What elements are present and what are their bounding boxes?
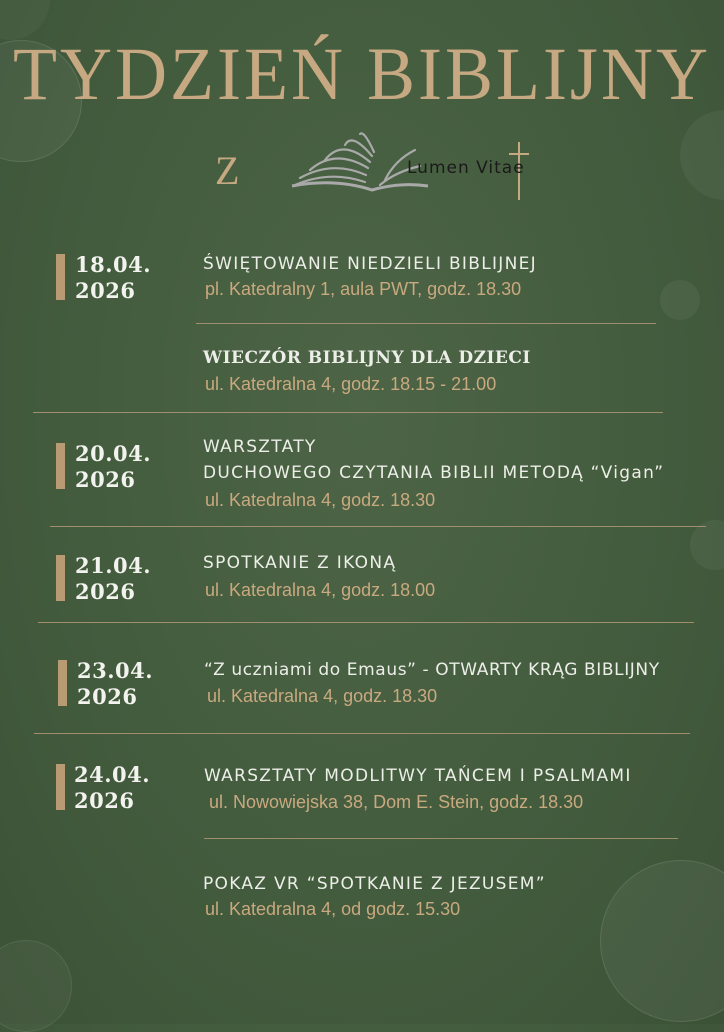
bokeh-decoration (680, 110, 724, 200)
logo-text: Lumen Vitae (407, 158, 525, 178)
separator (33, 412, 663, 413)
event-title-line2: DUCHOWEGO CZYTANIA BIBLII METODĄ “Vigan” (203, 463, 665, 483)
event-title: “Z uczniami do Emaus” - OTWARTY KRĄG BIBLIJNY (204, 660, 660, 680)
event-date: 18.04. 2026 (75, 252, 152, 303)
bokeh-decoration (660, 280, 700, 320)
separator (38, 622, 694, 623)
event-date: 21.04. 2026 (75, 553, 152, 604)
date-bar (56, 443, 65, 489)
event-location: ul. Katedralna 4, godz. 18.15 - 21.00 (205, 374, 497, 394)
event-date: 20.04. 2026 (75, 441, 152, 492)
page-title: TYDZIEŃ BIBLIJNY (13, 32, 711, 116)
event-title: SPOTKANIE Z IKONĄ (203, 553, 397, 573)
event-location: ul. Katedralna 4, godz. 18.30 (207, 686, 438, 706)
title-z: Z (215, 148, 240, 193)
separator (196, 323, 656, 324)
event-title: ŚWIĘTOWANIE NIEDZIELI BIBLIJNEJ (203, 254, 537, 274)
date-bar (56, 764, 65, 810)
event-title: WARSZTATY MODLITWY TAŃCEM I PSALMAMI (204, 766, 632, 786)
event-title: POKAZ VR “SPOTKANIE Z JEZUSEM” (203, 874, 546, 894)
event-title: WARSZTATY (203, 437, 317, 457)
event-location: ul. Katedralna 4, godz. 18.30 (205, 490, 436, 510)
separator (50, 526, 706, 527)
event-location: ul. Nowowiejska 38, Dom E. Stein, godz. 18.30 (209, 792, 584, 812)
bokeh-decoration (0, 940, 72, 1032)
event-title: WIECZÓR BIBLIJNY DLA DZIECI (203, 348, 531, 368)
bokeh-decoration (600, 860, 724, 1022)
date-bar (56, 555, 65, 601)
separator (34, 733, 690, 734)
date-bar (58, 660, 67, 706)
event-location: ul. Katedralna 4, od godz. 15.30 (205, 899, 461, 919)
event-location: pl. Katedralny 1, aula PWT, godz. 18.30 (205, 279, 522, 299)
event-location: ul. Katedralna 4, godz. 18.00 (205, 580, 436, 600)
separator (204, 838, 678, 839)
event-date: 23.04. 2026 (77, 658, 154, 709)
bokeh-decoration (690, 520, 724, 570)
date-bar (56, 254, 65, 300)
event-date: 24.04. 2026 (74, 762, 151, 813)
